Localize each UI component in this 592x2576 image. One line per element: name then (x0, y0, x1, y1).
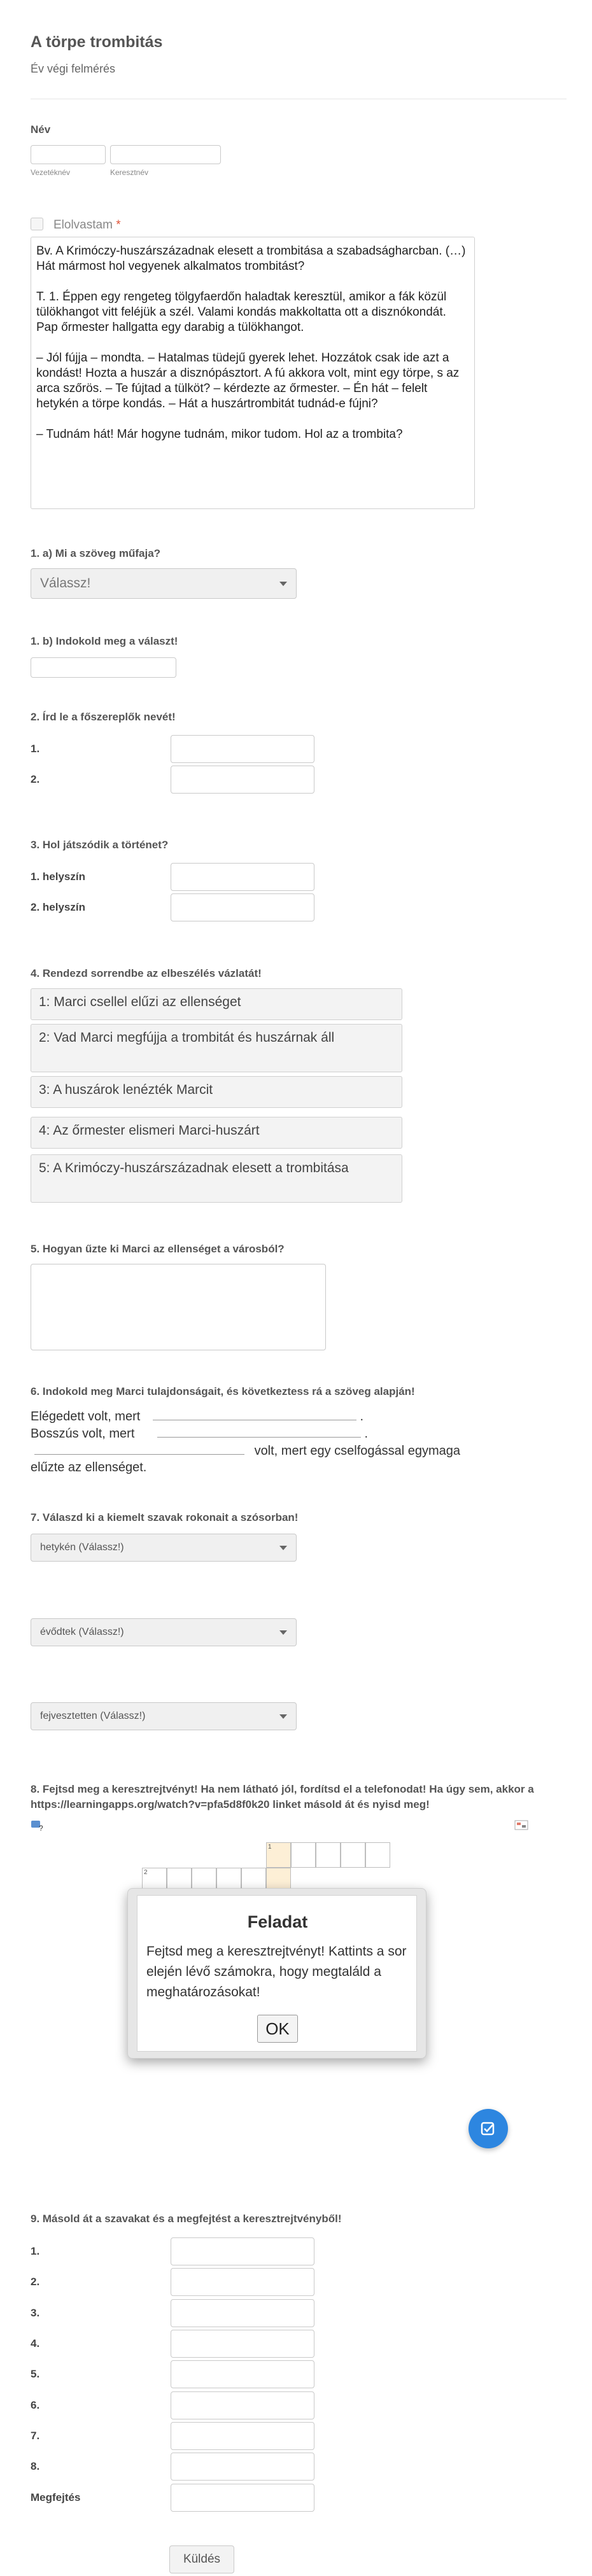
q3-row-1-input[interactable] (171, 863, 314, 891)
q9-row-7-label: 7. (31, 2430, 40, 2442)
q6-blank-1[interactable] (153, 1408, 356, 1420)
q3-row-2-input[interactable] (171, 893, 314, 921)
q9-row-2-input[interactable] (171, 2268, 314, 2296)
q9-row-4-input[interactable] (171, 2330, 314, 2358)
q6-blank-3[interactable] (34, 1442, 244, 1455)
chevron-down-icon (279, 582, 287, 586)
q9-solution-label: Megfejtés (31, 2491, 81, 2503)
last-name-sublabel: Keresztnév (110, 168, 149, 177)
q2-row-1-input[interactable] (171, 735, 314, 763)
sort-item-3[interactable]: 3: A huszárok lenézték Marcit (31, 1076, 402, 1108)
q3-row-2-label: 2. helyszín (31, 901, 85, 913)
crossword-cell[interactable] (266, 1842, 291, 1868)
story-text[interactable]: Bv. A Krimóczy-huszárszázadnak elesett a trombitása a szabadságharcban. (…) Hát mármost hol vegyenek alkalmatos trombitást? T. 1. Éppen egy rengeteg tölgyfaerdőn haladtak keresztül, amikor a fák közül tülökhangot vitt feléjük a szél. Valami kondás makkoltatta ott a disznókondát. Pap őrmester hallgatta egy darabig a tülökhangot. – Jól fújja – mondta. – Hatalmas tüdejű gyerek lehet. Hozzátok csak ide azt a kondást! Hozta a huszár a disznópásztort. A fú akkora volt, mint egy törpe, s az arca szőrös. – Te fújtad a tülköt? – kérdezte az őrmester. – Én hát – felelt hetykén a törpe kondás. – Hát a huszártrombitát tudnád-e fújni? – Tudnám hát! Már hogyne tudnám, mikor tudom. Hol az a trombita? (31, 237, 475, 509)
q9-row-2-label: 2. (31, 2276, 40, 2288)
q6-blank-2[interactable] (157, 1425, 361, 1438)
chevron-down-icon (279, 1546, 287, 1550)
q4-label: 4. Rendezd sorrendbe az elbeszélés vázlatát! (31, 967, 262, 979)
q7-select-1[interactable] (31, 1534, 297, 1562)
q9-row-8-label: 8. (31, 2460, 40, 2472)
chevron-down-icon (279, 1714, 287, 1719)
read-checkbox-label: Elolvastam (53, 218, 113, 232)
q7-select-1-value: hetykén (Válassz!) (40, 1542, 124, 1553)
q6-line2-end: . (364, 1427, 369, 1441)
crossword-row-1 (266, 1842, 390, 1868)
q2-row-1-label: 1. (31, 743, 40, 755)
q8-label: 8. Fejtsd meg a keresztrejtvényt! Ha nem látható jól, fordítsd el a telefonodat! Ha úgy sem, akkor a https://learningapps.org/watch?v=pfa5d8f0k20 linket másold át és nyisd meg! (31, 1783, 534, 1810)
q6-line3-text: volt, mert egy cselfogással egymaga (254, 1444, 461, 1458)
read-checkbox[interactable] (31, 218, 43, 230)
q2-label: 2. Írd le a főszereplők nevét! (31, 711, 176, 723)
q5-textarea[interactable] (31, 1264, 326, 1350)
sort-item-1[interactable]: 1: Marci csellel elűzi az ellenséget (31, 988, 402, 1020)
cell-number[interactable]: 2 (144, 1869, 148, 1876)
help-icon[interactable] (31, 1819, 45, 1831)
q2-row-2-input[interactable] (171, 766, 314, 794)
q9-row-6-label: 6. (31, 2399, 40, 2411)
cell-number[interactable]: 1 (268, 1844, 272, 1851)
q1a-select[interactable] (31, 568, 297, 599)
ok-button[interactable]: OK (257, 2015, 298, 2043)
q9-label: 9. Másold át a szavakat és a megfejtést a keresztrejtvényből! (31, 2213, 342, 2225)
q9-row-6-input[interactable] (171, 2391, 314, 2419)
q6-line1-text: Elégedett volt, mert (31, 1410, 141, 1424)
q9-row-1-label: 1. (31, 2245, 40, 2257)
crossword-cell[interactable] (365, 1842, 390, 1868)
q1a-label: 1. a) Mi a szöveg műfaja? (31, 547, 161, 559)
q9-row-8-input[interactable] (171, 2453, 314, 2481)
name-label: Név (31, 123, 51, 136)
q1b-label: 1. b) Indokold meg a választ! (31, 635, 178, 647)
q3-label: 3. Hol játszódik a történet? (31, 839, 169, 851)
first-name-input[interactable] (31, 145, 106, 164)
q1b-input[interactable] (31, 657, 176, 678)
q3-row-1-label: 1. helyszín (31, 871, 85, 883)
q9-row-3-input[interactable] (171, 2299, 314, 2327)
q7-label: 7. Válaszd ki a kiemelt szavak rokonait a szósorban! (31, 1511, 299, 1523)
q9-solution-input[interactable] (171, 2484, 314, 2512)
crossword-cell[interactable] (291, 1842, 316, 1868)
task-dialog (127, 1888, 426, 2059)
read-checkbox-label-wrap (53, 218, 121, 232)
first-name-sublabel: Vezetéknév (31, 168, 71, 177)
svg-text:?: ? (39, 1824, 43, 1831)
required-mark: * (116, 218, 121, 232)
q9-row-5-label: 5. (31, 2368, 40, 2380)
q7-select-3-value: fejvesztetten (Válassz!) (40, 1711, 146, 1721)
submit-button[interactable]: Küldés (169, 2545, 234, 2573)
q6-line2-text: Bosszús volt, mert (31, 1427, 135, 1441)
q5-label: 5. Hogyan űzte ki Marci az ellenséget a városból? (31, 1243, 285, 1255)
form-title: A törpe trombitás (31, 33, 163, 51)
crossword-cell[interactable] (341, 1842, 365, 1868)
q6-text (31, 1408, 489, 1476)
edit-check-icon (480, 2120, 497, 2137)
form-subtitle: Év végi felmérés (31, 62, 116, 75)
q9-row-4-label: 4. (31, 2337, 40, 2349)
q9-row-3-label: 3. (31, 2307, 40, 2319)
task-dialog-title: Feladat (247, 1912, 308, 1931)
q9-row-5-input[interactable] (171, 2360, 314, 2388)
sort-item-5[interactable]: 5: A Krimóczy-huszárszázadnak elesett a trombitása (31, 1154, 402, 1203)
feedback-button[interactable] (469, 2109, 508, 2148)
task-dialog-body (137, 1895, 417, 2052)
chevron-down-icon (279, 1630, 287, 1635)
task-dialog-text: Fejtsd meg a keresztrejtvényt! Kattints a sor elején lévő számokra, hogy megtaláld a meghatározásokat! (146, 1944, 407, 1999)
q9-row-7-input[interactable] (171, 2422, 314, 2450)
sort-item-4[interactable]: 4: Az őrmester elismeri Marci-huszárt (31, 1117, 402, 1149)
q7-select-2-value: évődtek (Válassz!) (40, 1627, 124, 1637)
q6-line1-end: . (360, 1410, 363, 1424)
fullscreen-icon[interactable] (514, 1820, 528, 1830)
q7-select-3[interactable] (31, 1702, 297, 1730)
q1a-select-value: Válassz! (40, 576, 91, 591)
q7-select-2[interactable] (31, 1618, 297, 1646)
q2-row-2-label: 2. (31, 773, 40, 785)
sort-item-2[interactable]: 2: Vad Marci megfújja a trombitát és huszárnak áll (31, 1024, 402, 1072)
q6-label: 6. Indokold meg Marci tulajdonságait, és következtess rá a szöveg alapján! (31, 1385, 415, 1397)
q9-row-1-input[interactable] (171, 2237, 314, 2265)
q6-line4-text: elűzte az ellenséget. (31, 1460, 147, 1474)
last-name-input[interactable] (110, 145, 221, 164)
crossword-cell[interactable] (316, 1842, 341, 1868)
